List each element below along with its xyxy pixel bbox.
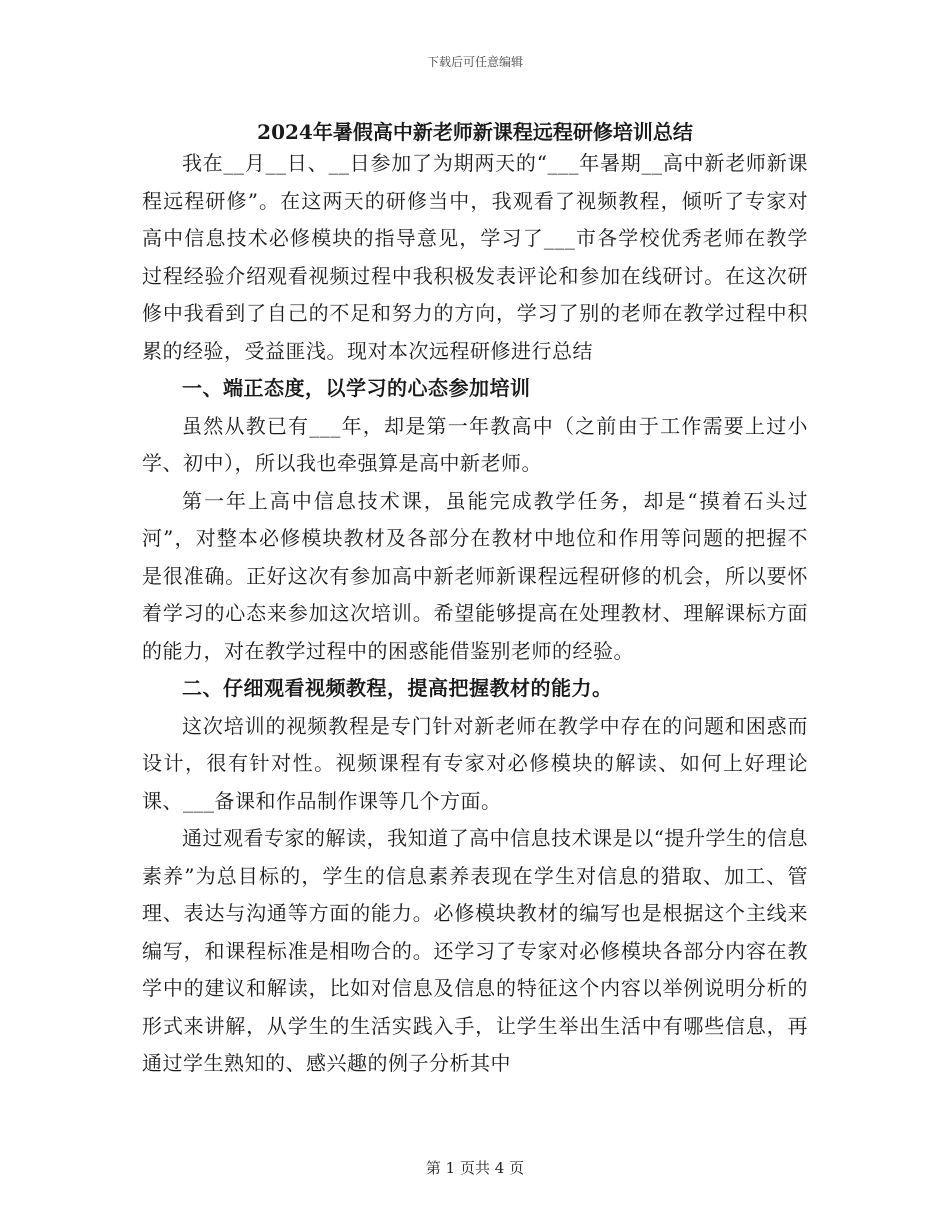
page-number: 第 1 页共 4 页 [425, 1159, 525, 1177]
paragraph-intro: 我在__月__日、__日参加了为期两天的“___年暑期__高中新老师新课程远程研修”。在这两天的研修当中，我观看了视频教程，倾听了专家对高中信息技术必修模块的指导意见，学习了___市各学校优秀老师在教学过程经验介绍观看视频过程中我积极发表评论和参加在线研讨。在这次研修中我看到了自己的不足和努力的方向，学习了别的老师在教学过程中积累的经验，受益匪浅。现对本次远程研修进行总结 [142, 151, 808, 363]
document-body [142, 145, 808, 1083]
document-title: 2024年暑假高中新老师新课程远程研修培训总结 [257, 120, 693, 144]
paragraph-first-year: 第一年上高中信息技术课，虽能完成教学任务，却是“摸着石头过河”，对整本必修模块教材及各部分在教材中地位和作用等问题的把握不是很准确。正好这次有参加高中新老师新课程远程研修的机会，所以要怀着学习的心态来参加这次培训。希望能够提高在处理教材、理解课标方面的能力，对在教学过程中的困惑能借鉴别老师的经验。 [142, 488, 808, 663]
paragraph-expert-reading: 通过观看专家的解读，我知道了高中信息技术课是以“提升学生的信息素养”为总目标的，学生的信息素养表现在学生对信息的猎取、加工、管理、表达与沟通等方面的能力。必修模块教材的编写也是根据这个主线来编写，和课程标准是相吻合的。还学习了专家对必修模块各部分内容在教学中的建议和解读，比如对信息及信息的特征这个内容以举例说明分析的形式来讲解，从学生的生活实践入手，让学生举出生活中有哪些信息，再通过学生熟知的、感兴趣的例子分析其中 [142, 826, 808, 1075]
paragraph-video-course: 这次培训的视频教程是专门针对新老师在教学中存在的问题和困惑而设计，很有针对性。视频课程有专家对必修模块的解读、如何上好理论课、___备课和作品制作课等几个方面。 [142, 713, 808, 813]
section-heading-2: 二、仔细观看视频教程，提高把握教材的能力。 [182, 676, 613, 700]
paragraph-teaching-years: 虽然从教已有___年，却是第一年教高中（之前由于工作需要上过小学、初中），所以我也牵强算是高中新老师。 [142, 413, 808, 475]
section-heading-1: 一、端正态度，以学习的心态参加培训 [182, 376, 531, 400]
page-header-note: 下载后可任意编辑 [426, 55, 523, 69]
